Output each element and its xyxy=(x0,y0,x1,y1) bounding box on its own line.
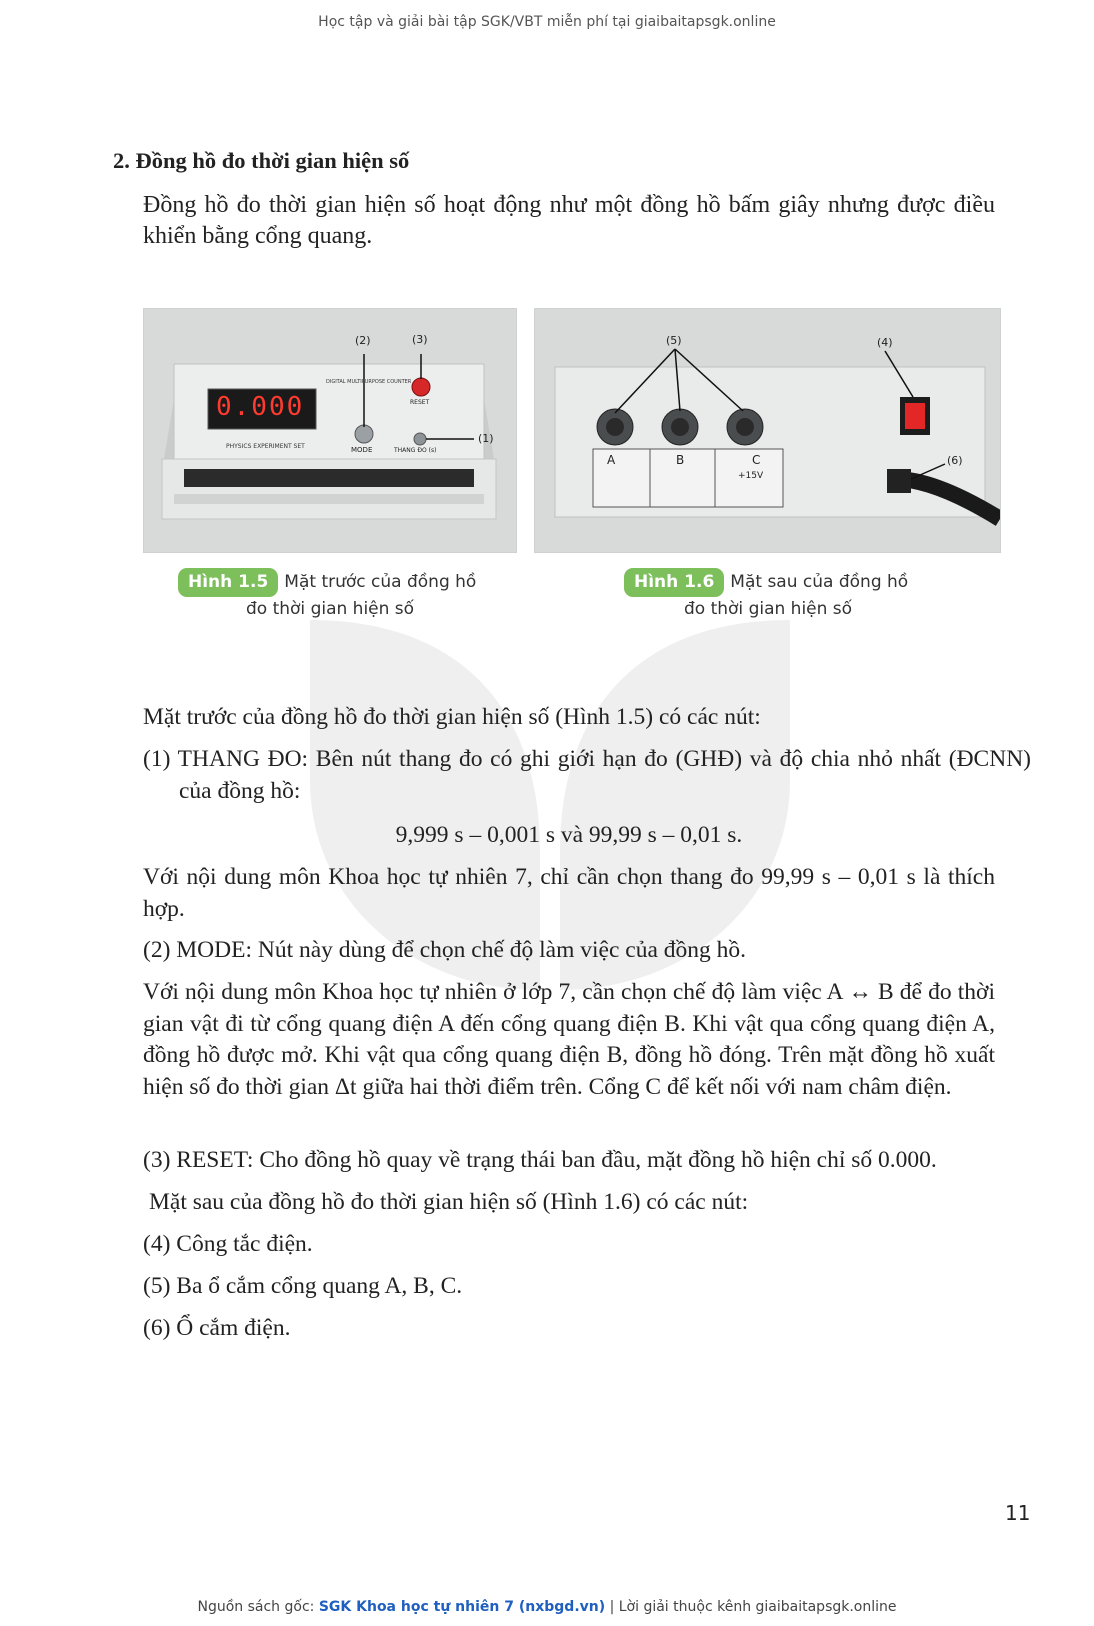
voltage-label: +15V xyxy=(738,471,764,481)
figure-1-5-caption-line1: Mặt trước của đồng hồ xyxy=(284,572,477,592)
panel-label: PHYSICS EXPERIMENT SET xyxy=(226,443,305,450)
reset-label: RESET xyxy=(410,399,430,406)
section-title: 2. Đồng hồ đo thời gian hiện số xyxy=(113,148,410,173)
callout-5: (5) xyxy=(666,334,682,347)
item-4-switch: (4) Công tắc điện. xyxy=(143,1231,313,1257)
footer-prefix: Nguồn sách gốc: xyxy=(197,1599,315,1615)
item-1-thang-do: (1) THANG ĐO: Bên nút thang đo có ghi giới hạn đo (GHĐ) và độ chia nhỏ nhất (ĐCNN) của đồng hồ: xyxy=(143,746,1031,804)
intro-paragraph: Đồng hồ đo thời gian hiện số hoạt động như một đồng hồ bấm giây nhưng được điều khiển bằng cổng quang. xyxy=(143,192,995,249)
footer-source-link[interactable]: SGK Khoa học tự nhiên 7 (nxbgd.vn) xyxy=(318,1599,606,1615)
socket-b-label: B xyxy=(676,453,685,467)
figure-back-photo xyxy=(534,308,1001,553)
figure-1-5-caption xyxy=(178,568,518,622)
thang-do-label: THANG ĐO (s) xyxy=(394,447,437,454)
timer-display-readout: 0.000 xyxy=(216,392,305,422)
page-footer xyxy=(0,1599,1094,1615)
figure-front-photo xyxy=(143,308,517,553)
footer-suffix: | Lời giải thuộc kênh giaibaitapsgk.online xyxy=(609,1599,897,1615)
figure-1-6-caption xyxy=(624,568,964,622)
figure-1-5-caption-line2: đo thời gian hiện số xyxy=(246,599,415,619)
socket-a-label: A xyxy=(607,453,616,467)
callout-6: (6) xyxy=(947,454,963,467)
figure-1-6-caption-line2: đo thời gian hiện số xyxy=(684,599,853,619)
mode-label: MODE xyxy=(351,446,373,454)
grade7-scale-note: Với nội dung môn Khoa học tự nhiên 7, chỉ cần chọn thang đo 99,99 s – 0,01 s là thích hợp. xyxy=(143,864,995,922)
front-intro-paragraph: Mặt trước của đồng hồ đo thời gian hiện số (Hình 1.5) có các nút: xyxy=(143,704,761,730)
item-6-power-socket: (6) Ổ cắm điện. xyxy=(143,1315,291,1341)
socket-c-label: C xyxy=(752,453,761,467)
item-3-reset: (3) RESET: Cho đồng hồ quay về trạng thái ban đầu, mặt đồng hồ hiện chỉ số 0.000. xyxy=(143,1147,937,1173)
timer-back-illustration xyxy=(535,309,1000,552)
device-title-label: DIGITAL MULTIPURPOSE COUNTER xyxy=(326,379,412,385)
mode-explanation-paragraph: Với nội dung môn Khoa học tự nhiên ở lớp 7, cần chọn chế độ làm việc A ↔ B để đo thời gian vật đi từ cổng quang điện A đến cổng quang điện B. Khi vật qua cổng quang điện A, đồng hồ được mở. Khi vật qua cổng quang điện B, đồng hồ đóng. Trên mặt đồng hồ xuất hiện số đo thời gian Δt giữa hai thời điểm trên. Cổng C để kết nối với nam châm điện. xyxy=(143,979,995,1100)
range-values-line: 9,999 s – 0,001 s và 99,99 s – 0,01 s. xyxy=(395,822,743,848)
page-header: Học tập và giải bài tập SGK/VBT miễn phí tại giaibaitapsgk.online xyxy=(318,14,776,30)
figure-1-6-badge: Hình 1.6 xyxy=(624,568,724,597)
callout-2: (2) xyxy=(355,334,371,347)
timer-front-illustration xyxy=(144,309,516,552)
callout-1: (1) xyxy=(478,432,494,445)
item-5-sockets: (5) Ba ổ cắm cổng quang A, B, C. xyxy=(143,1273,463,1299)
back-intro-paragraph: Mặt sau của đồng hồ đo thời gian hiện số (Hình 1.6) có các nút: xyxy=(149,1189,749,1215)
callout-4: (4) xyxy=(877,336,893,349)
item-2-mode: (2) MODE: Nút này dùng để chọn chế độ làm việc của đồng hồ. xyxy=(143,937,747,963)
figure-1-6-caption-line1: Mặt sau của đồng hồ xyxy=(730,572,909,592)
page-number: 11 xyxy=(1005,1501,1031,1525)
figure-1-5-badge: Hình 1.5 xyxy=(178,568,278,597)
callout-3: (3) xyxy=(412,333,428,346)
